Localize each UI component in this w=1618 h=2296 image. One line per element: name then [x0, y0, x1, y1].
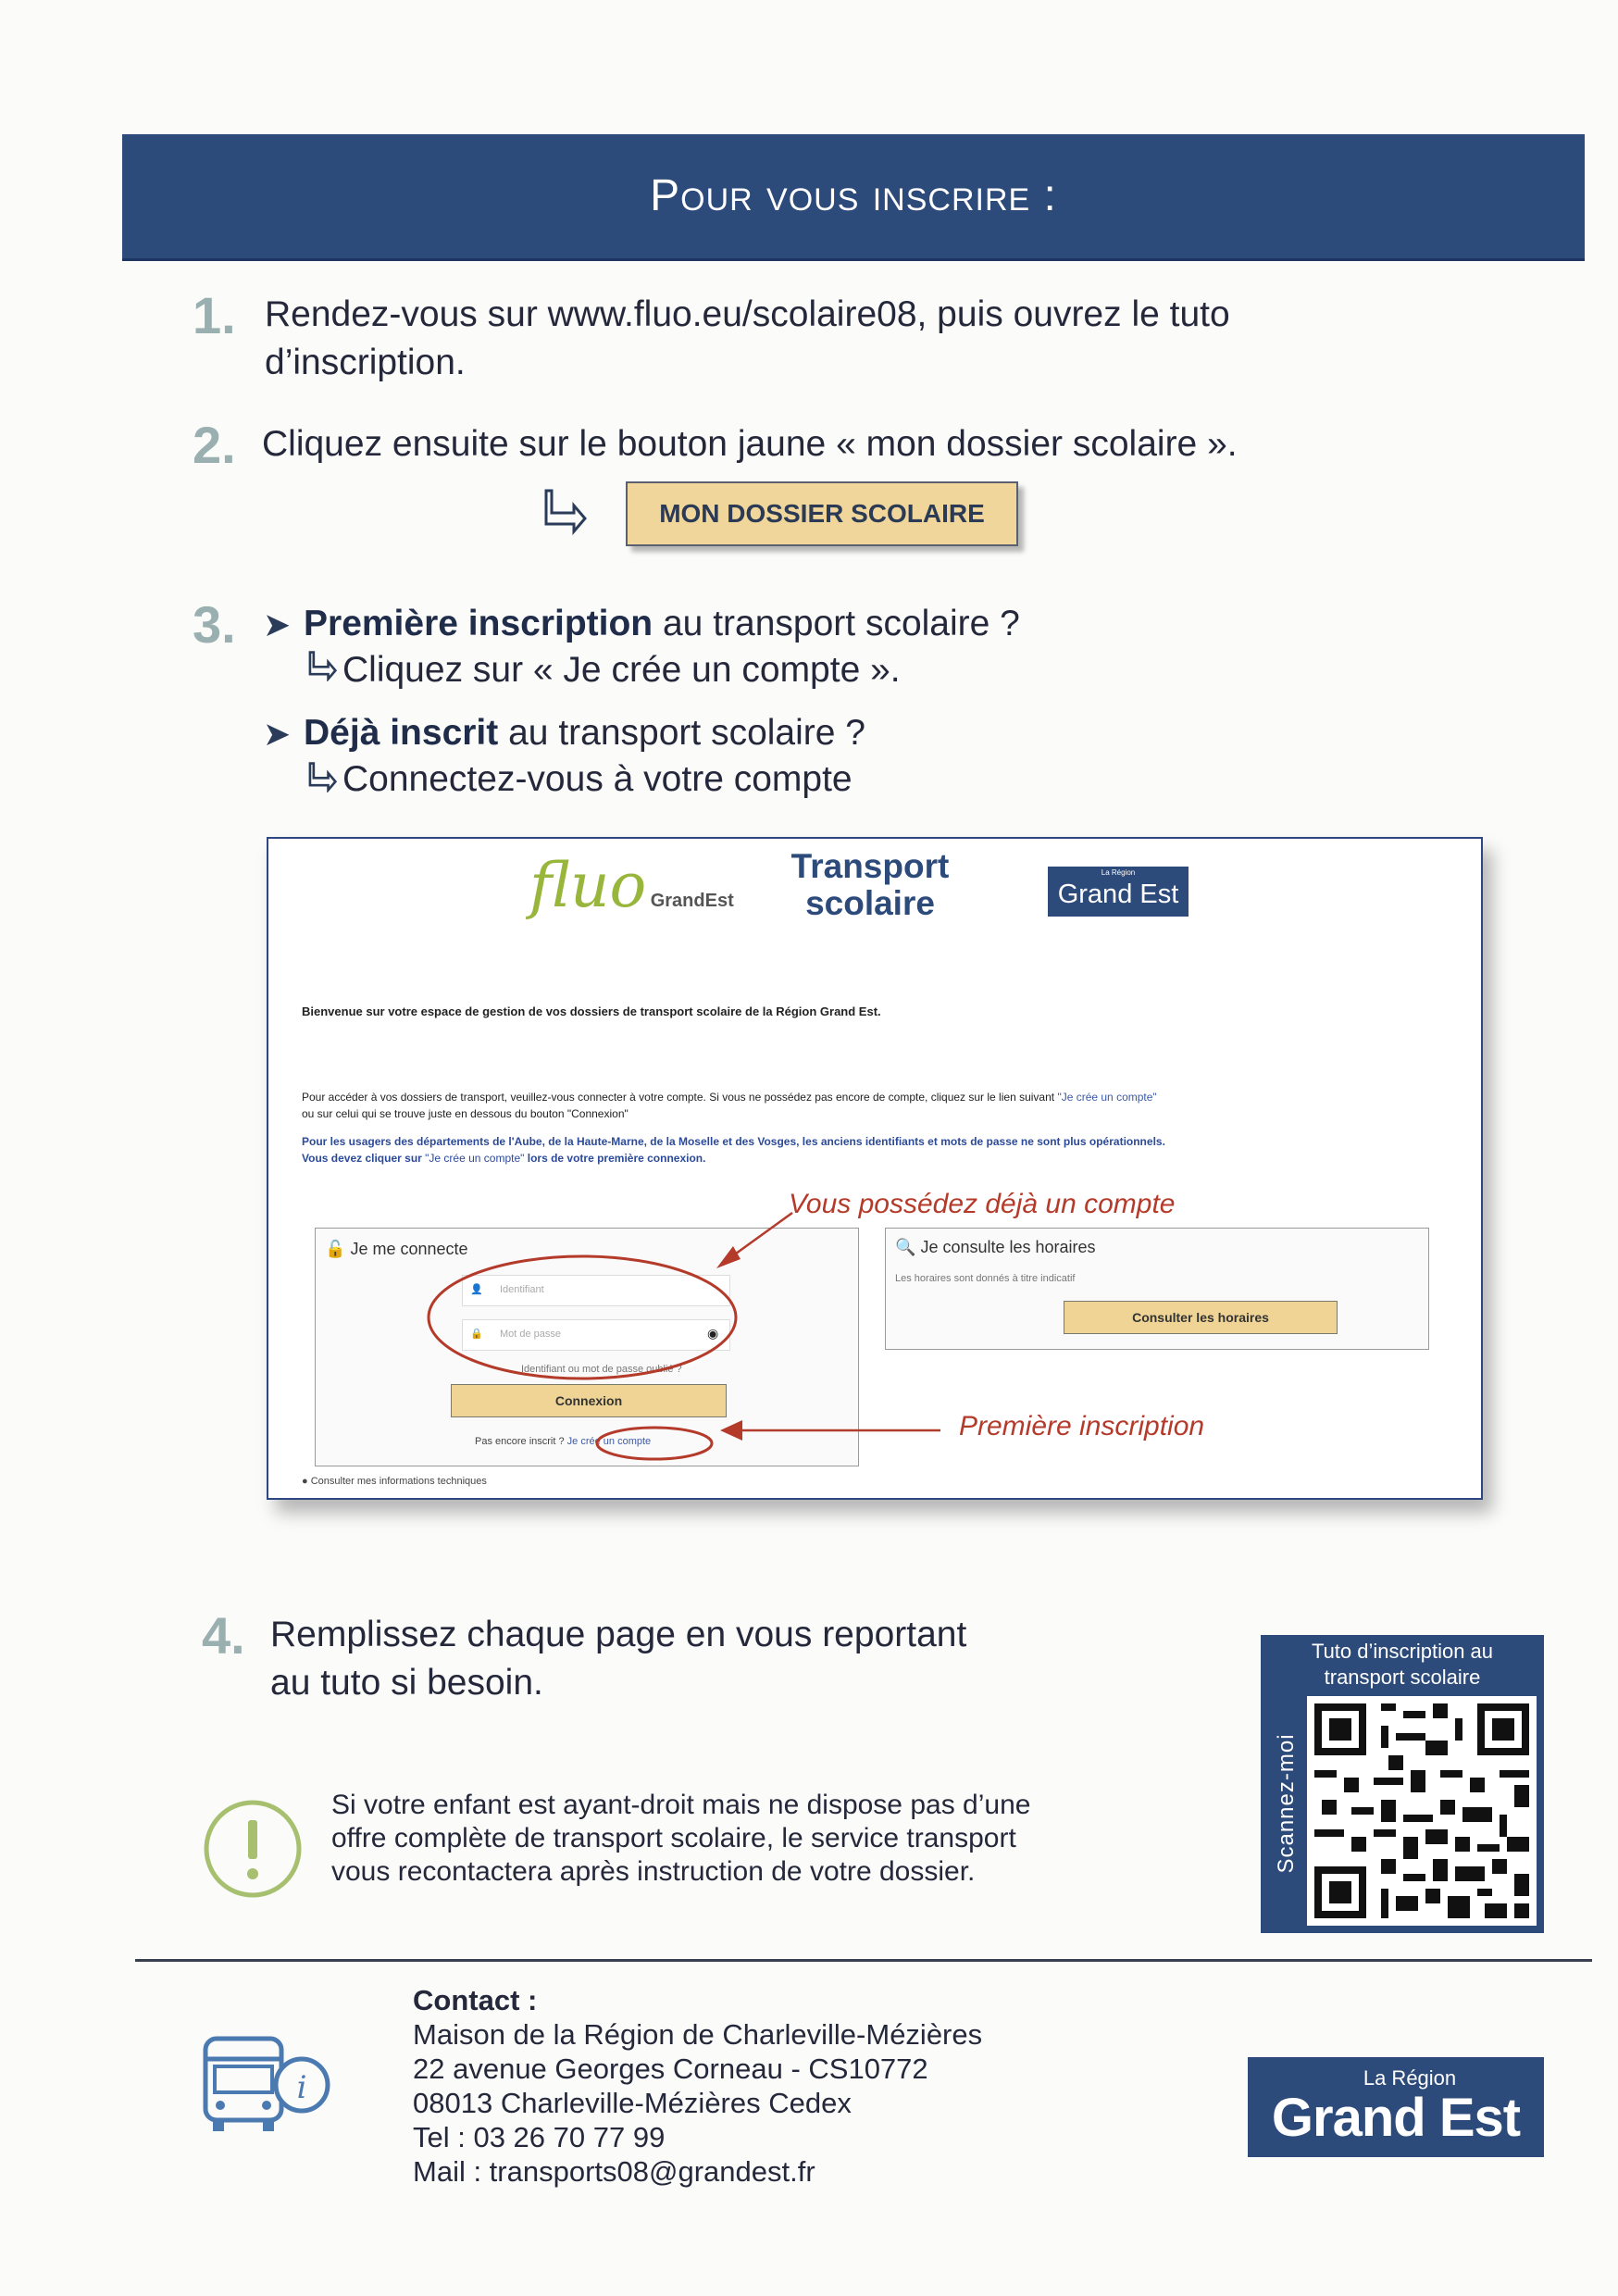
warning-icon: [202, 1798, 304, 1900]
qr-title-line2: transport scolaire: [1324, 1666, 1481, 1689]
step-3b-line: [304, 709, 865, 757]
connexion-button[interactable]: Connexion: [451, 1384, 727, 1417]
bullet-arrow-icon: ➤: [263, 605, 292, 643]
bullet-arrow-icon: ➤: [263, 715, 292, 753]
qr-side-label: Scannez-moi: [1274, 1733, 1299, 1874]
title-line2: scolaire: [805, 884, 935, 922]
qr-title-line1: Tuto d’inscription au: [1311, 1640, 1494, 1663]
notice-line2: offre complète de transport scolaire, le service transport: [331, 1823, 1016, 1853]
para2-line1: Pour les usagers des départements de l'Aube, de la Haute-Marne, de la Moselle et des Vosges, les anciens identifiants et mots de passe ne sont plus opérationnels.: [302, 1135, 1165, 1148]
svg-text:i: i: [296, 2069, 307, 2106]
create-account-link[interactable]: Je crée un compte: [566, 1436, 652, 1447]
contact-email[interactable]: Mail : transports08@grandest.fr: [413, 2155, 815, 2188]
highlight-oval: [593, 1425, 716, 1462]
fluo-logo: [529, 850, 734, 921]
step-3a-bold: Première inscription: [304, 604, 653, 643]
notice-line1: Si votre enfant est ayant-droit mais ne dispose pas d’une: [331, 1790, 1031, 1820]
para2-line2-a: Vous devez cliquer sur: [302, 1152, 426, 1165]
hook-arrow-icon: [307, 650, 337, 681]
info-icon: ●: [302, 1476, 308, 1487]
tech-info-label: Consulter mes informations techniques: [310, 1476, 487, 1487]
notice-line3: vous recontactera après instruction de votre dossier.: [331, 1856, 976, 1887]
horaires-title: Je consulte les horaires: [920, 1238, 1096, 1256]
contact-address-1: Maison de la Région de Charleville-Mézières: [413, 2018, 983, 2051]
lock-icon: 🔓: [325, 1240, 346, 1258]
search-icon: 🔍: [895, 1238, 916, 1256]
consulter-horaires-button[interactable]: Consulter les horaires: [1064, 1301, 1338, 1334]
qr-title: [1261, 1639, 1544, 1691]
step-number-4: 4.: [202, 1606, 245, 1665]
footer-logo-big: Grand Est: [1271, 2088, 1521, 2148]
fluo-logo-text: fluo: [529, 850, 647, 921]
annotation-first-registration: Première inscription: [959, 1411, 1205, 1441]
step-1-line2: d’inscription.: [265, 343, 466, 382]
title-line1: Transport: [790, 847, 950, 885]
contact-title: Contact :: [413, 1984, 538, 2016]
footer-logo-small: La Région: [1363, 2066, 1457, 2090]
step-2-text: Cliquez ensuite sur le bouton jaune « mon dossier scolaire ».: [262, 424, 1238, 464]
horaires-panel-header: [895, 1238, 1096, 1257]
para2-line2-b: lors de votre première connexion.: [524, 1152, 706, 1165]
hook-arrow-icon: [307, 761, 337, 792]
step-4-line1: Remplissez chaque page en vous reportant: [270, 1615, 967, 1654]
mon-dossier-scolaire-button[interactable]: MON DOSSIER SCOLAIRE: [626, 481, 1018, 546]
usagers-paragraph: [302, 1133, 1459, 1167]
para1-line2: ou sur celui qui se trouve juste en dessous du bouton "Connexion": [302, 1107, 629, 1120]
para1-text: Pour accéder à vos dossiers de transport, veuillez-vous connecter à votre compte. Si vous ne possédez pas encore de compte, cliquez sur le lien suivant: [302, 1091, 1058, 1104]
divider: [135, 1959, 1592, 1962]
login-title: Je me connecte: [350, 1240, 468, 1258]
region-logo-small: La Région: [1101, 868, 1136, 877]
website-screenshot: [267, 837, 1483, 1500]
show-password-eye-icon[interactable]: ◉: [707, 1326, 719, 1341]
tech-info-link[interactable]: [302, 1476, 487, 1487]
step-3a-line: [304, 600, 1020, 648]
step-3b-rest: au transport scolaire ?: [508, 713, 865, 753]
step-3a-rest: au transport scolaire ?: [662, 604, 1020, 643]
not-registered-label: Pas encore inscrit ?: [475, 1436, 565, 1447]
lock-icon: 🔒: [470, 1329, 483, 1340]
transport-scolaire-title: [787, 848, 953, 922]
contact-address-3: 08013 Charleville-Mézières Cedex: [413, 2087, 852, 2119]
horaires-panel: [885, 1228, 1429, 1350]
header-banner: [122, 134, 1585, 261]
bus-info-icon: [198, 2031, 333, 2135]
step-3b-sub: Connectez-vous à votre compte: [342, 759, 853, 799]
para2-create-link[interactable]: "Je crée un compte": [425, 1152, 525, 1165]
step-3a-sub: Cliquez sur « Je crée un compte ».: [342, 650, 901, 690]
contact-address-2: 22 avenue Georges Corneau - CS10772: [413, 2053, 928, 2085]
hook-arrow-icon: [542, 487, 587, 535]
annotation-existing-account: Vous possédez déjà un compte: [789, 1189, 1176, 1219]
identifiant-placeholder: Identifiant: [500, 1284, 544, 1295]
footer-region-logo: [1248, 2057, 1544, 2157]
qr-code-block: [1261, 1635, 1544, 1933]
welcome-text: Bienvenue sur votre espace de gestion de vos dossiers de transport scolaire de la Région Grand Est.: [302, 1004, 881, 1018]
horaires-note: Les horaires sont donnés à titre indicatif: [895, 1273, 1076, 1284]
highlight-oval: [425, 1251, 740, 1384]
step-1-line1: Rendez-vous sur www.fluo.eu/scolaire08, puis ouvrez le tuto: [265, 294, 1230, 334]
para1-create-link[interactable]: "Je crée un compte": [1057, 1091, 1157, 1104]
step-number-3: 3.: [193, 595, 236, 654]
forgot-password-link[interactable]: Identifiant ou mot de passe oublié ?: [521, 1364, 682, 1375]
password-placeholder: Mot de passe: [500, 1329, 562, 1340]
qr-code[interactable]: [1307, 1696, 1537, 1926]
step-3b-bold: Déjà inscrit: [304, 713, 499, 753]
annotation-arrow: [718, 1416, 942, 1444]
region-grandest-logo: [1048, 867, 1189, 917]
fluo-logo-suffix: GrandEst: [650, 891, 734, 911]
user-icon: 👤: [470, 1284, 483, 1295]
step-number-1: 1.: [193, 286, 236, 344]
step-number-2: 2.: [193, 416, 236, 474]
region-logo-big: Grand Est: [1057, 880, 1179, 909]
contact-phone: Tel : 03 26 70 77 99: [413, 2121, 666, 2153]
notice-text: [331, 1789, 1030, 1889]
step-4-line2: au tuto si besoin.: [270, 1663, 543, 1703]
contact-block: [413, 1983, 982, 2189]
access-paragraph: [302, 1089, 1459, 1122]
annotation-arrow: [713, 1209, 796, 1270]
banner-title: Pour vous inscrire :: [650, 171, 1057, 220]
